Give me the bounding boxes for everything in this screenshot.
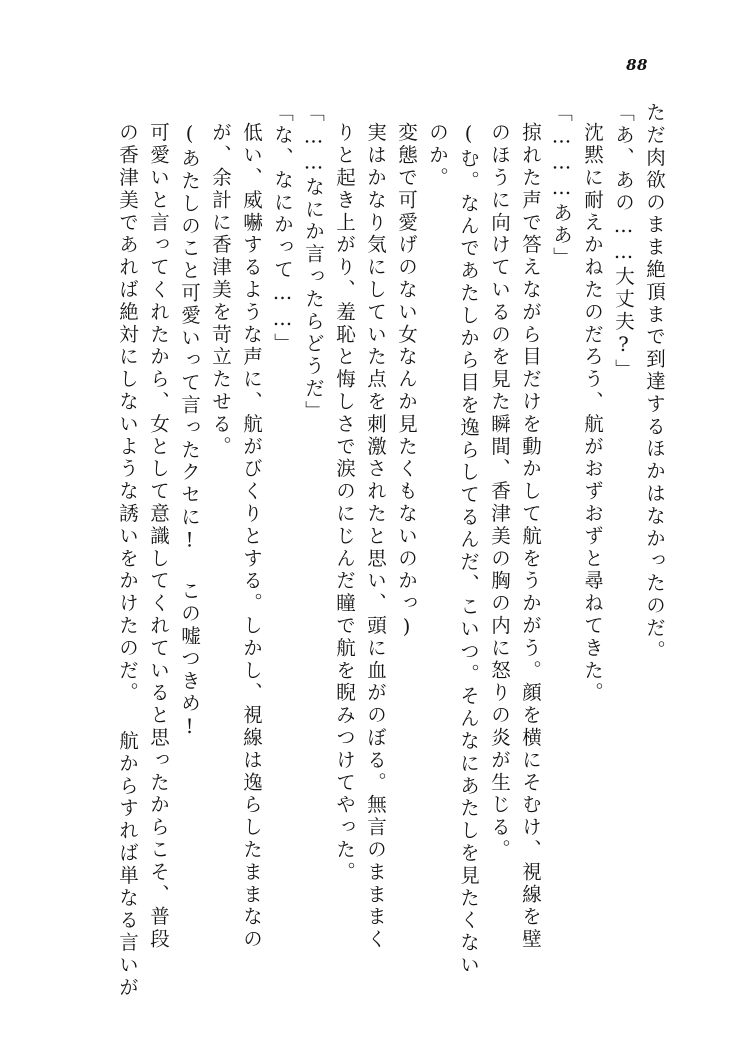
text-line: 実はかなり気にしていた点を刺激されたと思い、頭に血がのぼる。無言のまままく — [364, 122, 387, 951]
text-line: のか。 — [426, 122, 449, 190]
text-line: (む。なんであたしから目を逸らしてるんだ、こいつ。そんなにあたしを見たくない — [457, 122, 480, 977]
text-line: の香津美であれば絶対にしないような誘いをかけたのだ。 航からすれば単なる言いが — [116, 122, 139, 1000]
text-line: 掠れた声で答えながら目だけを動かして航をうかがう。顔を横にそむけ、視線を壁 — [519, 122, 542, 951]
page-number: 88 — [626, 56, 648, 74]
text-line: 「あ、あの……大丈夫?」 — [612, 102, 635, 382]
text-line: のほうに向けているのを見た瞬間、香津美の胸の内に怒りの炎が生じる。 — [488, 122, 511, 862]
text-line: 可愛いと言ってくれたから、女として意識してくれていると思ったからこそ、普段 — [147, 122, 170, 951]
text-line: 沈黙に耐えかねたのだろう、航がおずおずと尋ねてきた。 — [581, 122, 604, 705]
text-line: 変態で可愛げのない女なんか見たくもないのかっ) — [395, 122, 418, 641]
text-line: 「な、なにかって……」 — [271, 102, 294, 356]
text-line: (あたしのこと可愛いって言ったクセに! この嘘つきめ! — [178, 122, 201, 741]
text-line: りと起き上がり、羞恥と悔しさで涙のにじんだ瞳で航を睨みつけてやった。 — [333, 122, 356, 884]
text-line: 「………ああ」 — [550, 102, 573, 270]
text-line: 低い、威嚇するような声に、航がびくりとする。しかし、視線は逸らしたままなの — [240, 122, 263, 951]
text-line: ただ肉欲のまま絶頂まで到達するほかはなかったのだ。 — [643, 102, 666, 662]
vertical-text-body — [60, 100, 666, 1000]
text-line: が、余計に香津美を苛立たせる。 — [209, 122, 232, 458]
text-line: 「……なにか言ったらどうだ」 — [302, 102, 325, 423]
